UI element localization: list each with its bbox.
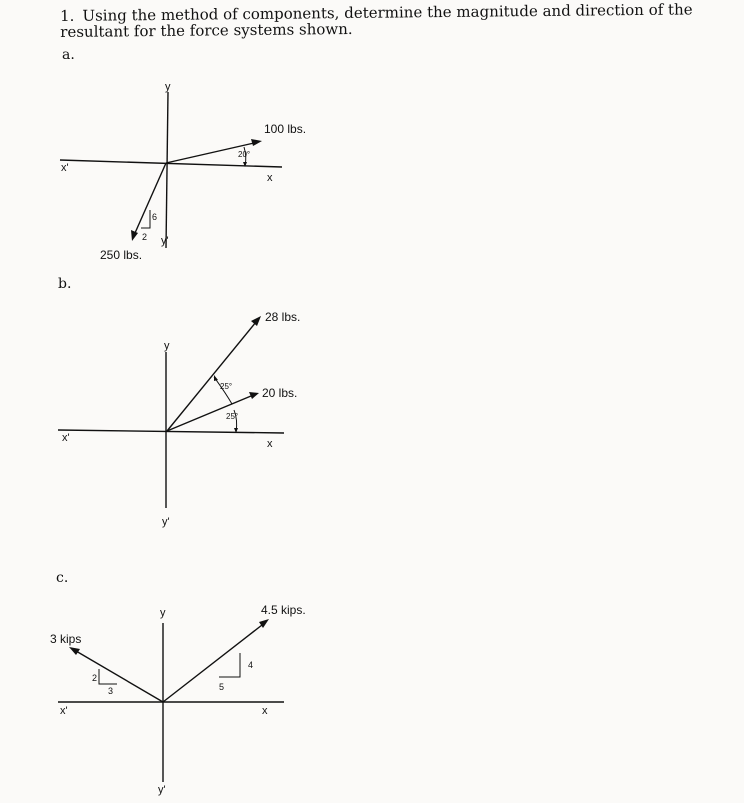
diagram-a-x-axis	[60, 160, 282, 167]
diagram-b-force-28-vector	[167, 322, 256, 431]
diagram-a-slope-run: 2	[142, 232, 148, 242]
part-b-label: b.	[58, 276, 72, 292]
part-c-label: c.	[56, 570, 69, 586]
diagram-c-y-neg-label: y'	[158, 784, 166, 796]
diagram-b-x-neg-label: x'	[62, 432, 70, 444]
diagram-c-slope-right-rise: 4	[248, 660, 254, 670]
diagram-b-y-label: y	[164, 340, 170, 352]
diagram-b-force-28-label: 28 lbs.	[265, 310, 301, 324]
diagram-c-force-45kips-label: 4.5 kips.	[261, 603, 306, 617]
diagram-c-slope-right-run: 5	[219, 682, 225, 692]
diagram-b-force-20-vector	[167, 396, 251, 431]
diagram-a-angle-label: 20°	[238, 150, 251, 159]
diagram-c-force-3kips-label: 3 kips	[50, 632, 82, 646]
diagram-c-y-label: y	[160, 607, 166, 619]
diagram-a-y-neg-label: y'	[161, 235, 169, 247]
diagram-a-force-100-label: 100 lbs.	[264, 122, 307, 136]
question-number: 1.	[59, 6, 75, 25]
diagram-b-force-20-arrowhead	[249, 392, 259, 399]
diagram-c-force-3kips-arrowhead	[69, 647, 80, 655]
question-body: Using the method of components, determine the magnitude and direction of the resultant for the force systems shown.	[60, 0, 693, 41]
diagram-a-x-neg-label: x'	[61, 162, 69, 174]
diagram-a-slope-rise: 6	[152, 212, 158, 222]
diagram-b-force-20-label: 20 lbs.	[262, 386, 298, 400]
diagram-b-angle-upper-label: 25°	[220, 382, 233, 391]
diagram-a-force-250-arrowhead	[131, 230, 138, 241]
diagram-c-slope-left-rise: 2	[92, 673, 98, 683]
diagram-b-angle-arc-upper-arrowhead	[214, 375, 218, 381]
diagram-c-x-label: x	[262, 705, 268, 717]
diagram-c-force-3kips-vector	[76, 651, 163, 702]
diagram-c-slope-triangle-left	[99, 669, 117, 684]
diagram-a	[60, 81, 306, 262]
diagram-b-x-axis	[58, 430, 284, 433]
diagram-a-y-label: y	[165, 81, 171, 93]
part-a-label: a.	[62, 47, 75, 63]
diagram-c-slope-left-run: 3	[108, 686, 114, 696]
diagram-b-x-label: x	[267, 438, 273, 450]
diagram-a-y-axis	[166, 92, 168, 248]
diagram-b-force-28-arrowhead	[251, 316, 261, 326]
diagram-a-x-label: x	[267, 172, 273, 184]
diagram-b	[58, 310, 300, 528]
diagram-a-force-100-arrowhead	[251, 139, 262, 146]
diagram-b-angle-lower-label: 25°	[226, 412, 239, 421]
diagram-b-y-neg-label: y'	[162, 516, 170, 528]
diagram-c-x-neg-label: x'	[60, 705, 68, 717]
diagram-a-force-250-label: 250 lbs.	[100, 248, 143, 262]
diagram-c	[50, 603, 306, 796]
diagram-a-slope-triangle	[141, 210, 150, 228]
